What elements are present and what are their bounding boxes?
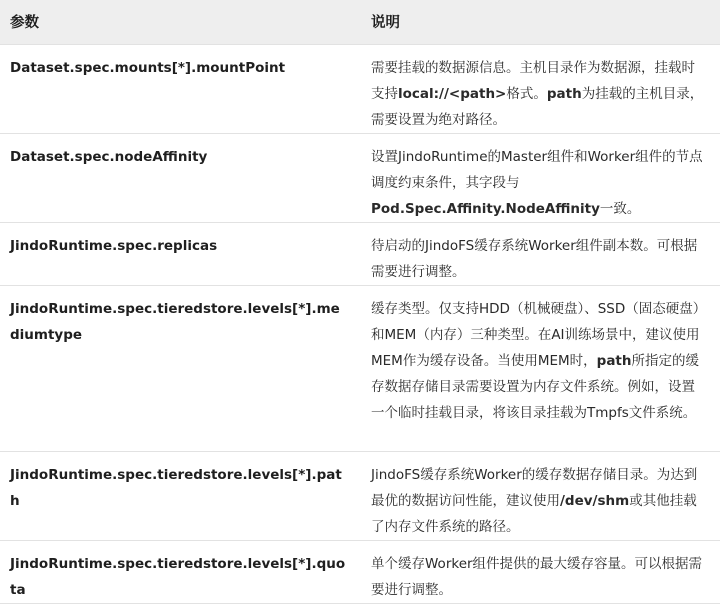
desc-text: 一致。: [599, 200, 641, 217]
header-param: 参数: [0, 0, 357, 44]
param-description: [357, 44, 720, 133]
table-header-row: [0, 0, 720, 44]
table-row: [0, 44, 720, 133]
desc-code: path: [546, 85, 582, 102]
header-desc: 说明: [357, 0, 720, 44]
desc-text: 需要挂载的数据源信息。主机目录作为数据源，挂载时支持: [371, 59, 695, 102]
param-name: JindoRuntime.spec.tieredstore.levels[*].quota: [0, 540, 357, 603]
desc-text: 格式。: [506, 85, 547, 102]
table-row: [0, 133, 720, 222]
desc-text: 缓存类型。仅支持HDD（机械硬盘）、SSD（固态硬盘）和MEM（内存）三种类型。在AI训练场景中，建议使用MEM作为缓存设备。当使用MEM时，: [371, 300, 700, 369]
desc-text: 为挂载的主机目录，需要设置为绝对路径。: [371, 85, 704, 128]
desc-text: 设置JindoRuntime的Master组件和Worker组件的节点调度约束条件，其字段与: [371, 148, 703, 191]
desc-text: 待启动的JindoFS缓存系统Worker组件副本数。可根据需要进行调整。: [371, 237, 698, 280]
table-row: [0, 285, 720, 451]
param-description: [357, 133, 720, 222]
param-name: Dataset.spec.mounts[*].mountPoint: [0, 44, 357, 133]
param-description: [357, 222, 720, 285]
table-row: [0, 540, 720, 603]
desc-text: 或其他挂载了内存文件系统的路径。: [371, 492, 697, 535]
table-row: [0, 451, 720, 540]
desc-code: local://<path>: [398, 85, 507, 102]
param-name: JindoRuntime.spec.tieredstore.levels[*].path: [0, 451, 357, 540]
desc-text: 单个缓存Worker组件提供的最大缓存容量。可以根据需要进行调整。: [371, 555, 703, 598]
param-description: [357, 285, 720, 451]
desc-text: 所指定的缓存数据存储目录需要设置为内存文件系统。例如，设置一个临时挂载目录，将该目录挂载为Tmpfs文件系统。: [371, 352, 699, 421]
param-description: [357, 540, 720, 603]
table-row: [0, 222, 720, 285]
param-name: JindoRuntime.spec.tieredstore.levels[*].mediumtype: [0, 285, 357, 451]
desc-text: JindoFS缓存系统Worker的缓存数据存储目录。为达到最优的数据访问性能，建议使用: [371, 466, 698, 509]
desc-code: /dev/shm: [560, 492, 630, 509]
desc-code: path: [596, 352, 632, 369]
param-name: Dataset.spec.nodeAffinity: [0, 133, 357, 222]
param-name: JindoRuntime.spec.replicas: [0, 222, 357, 285]
param-description: [357, 451, 720, 540]
desc-code: Pod.Spec.Affinity.NodeAffinity: [371, 200, 600, 217]
